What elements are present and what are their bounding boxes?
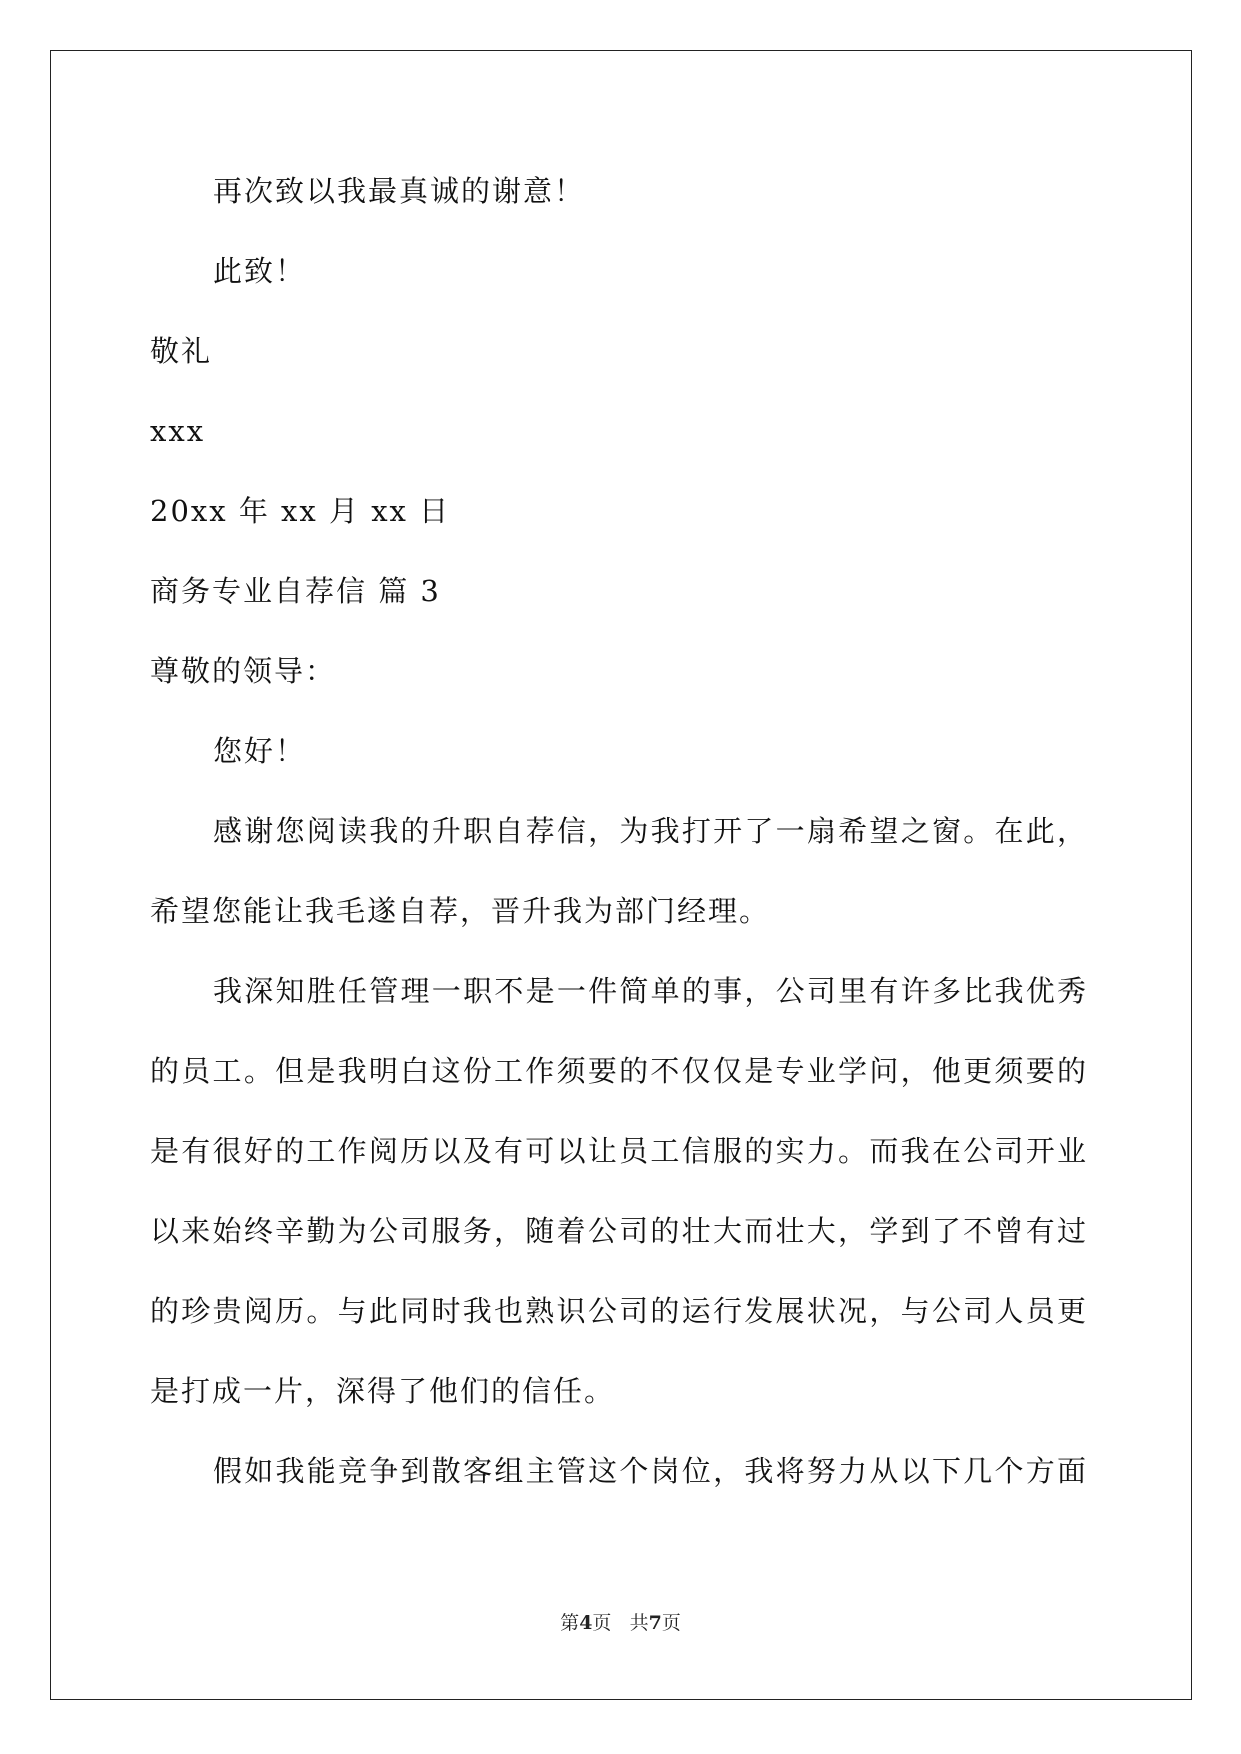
salutation-line-2: 敬礼: [150, 334, 213, 368]
paragraph-2-line-1: 我深知胜任管理一职不是一件简单的事，公司里有许多比我优秀: [213, 974, 1086, 1008]
paragraph-1-line-1: 感谢您阅读我的升职自荐信，为我打开了一扇希望之窗。在此，: [213, 814, 1086, 848]
total-prefix: 共: [629, 1612, 649, 1634]
date-line: 20xx 年 xx 月 xx 日: [150, 494, 451, 528]
signature: xxx: [150, 414, 206, 448]
page-total: 7: [648, 1612, 662, 1634]
page-footer: [0, 1608, 1241, 1635]
paragraph-2-line-6: 是打成一片，深得了他们的信任。: [150, 1374, 616, 1408]
page-suffix: 页: [592, 1612, 612, 1634]
paragraph-2-line-2: 的员工。但是我明白这份工作须要的不仅仅是专业学问，他更须要的: [150, 1054, 1086, 1088]
paragraph-1-line-2: 希望您能让我毛遂自荐，晋升我为部门经理。: [150, 894, 771, 928]
salutation-line-1: 此致！: [213, 254, 307, 288]
section-title: 商务专业自荐信 篇 3: [150, 574, 441, 608]
paragraph-3-line-1: 假如我能竞争到散客组主管这个岗位，我将努力从以下几个方面: [213, 1454, 1086, 1488]
paragraph-2-line-5: 的珍贵阅历。与此同时我也熟识公司的运行发展状况，与公司人员更: [150, 1294, 1086, 1328]
addressee: 尊敬的领导：: [150, 654, 337, 688]
page-current: 4: [579, 1612, 593, 1634]
paragraph-2-line-3: 是有很好的工作阅历以及有可以让员工信服的实力。而我在公司开业: [150, 1134, 1086, 1168]
greeting: 您好！: [213, 734, 307, 768]
closing-thanks: 再次致以我最真诚的谢意！: [213, 174, 586, 208]
page-prefix: 第: [560, 1612, 580, 1634]
paragraph-2-line-4: 以来始终辛勤为公司服务，随着公司的壮大而壮大，学到了不曾有过: [150, 1214, 1086, 1248]
total-suffix: 页: [661, 1612, 681, 1634]
